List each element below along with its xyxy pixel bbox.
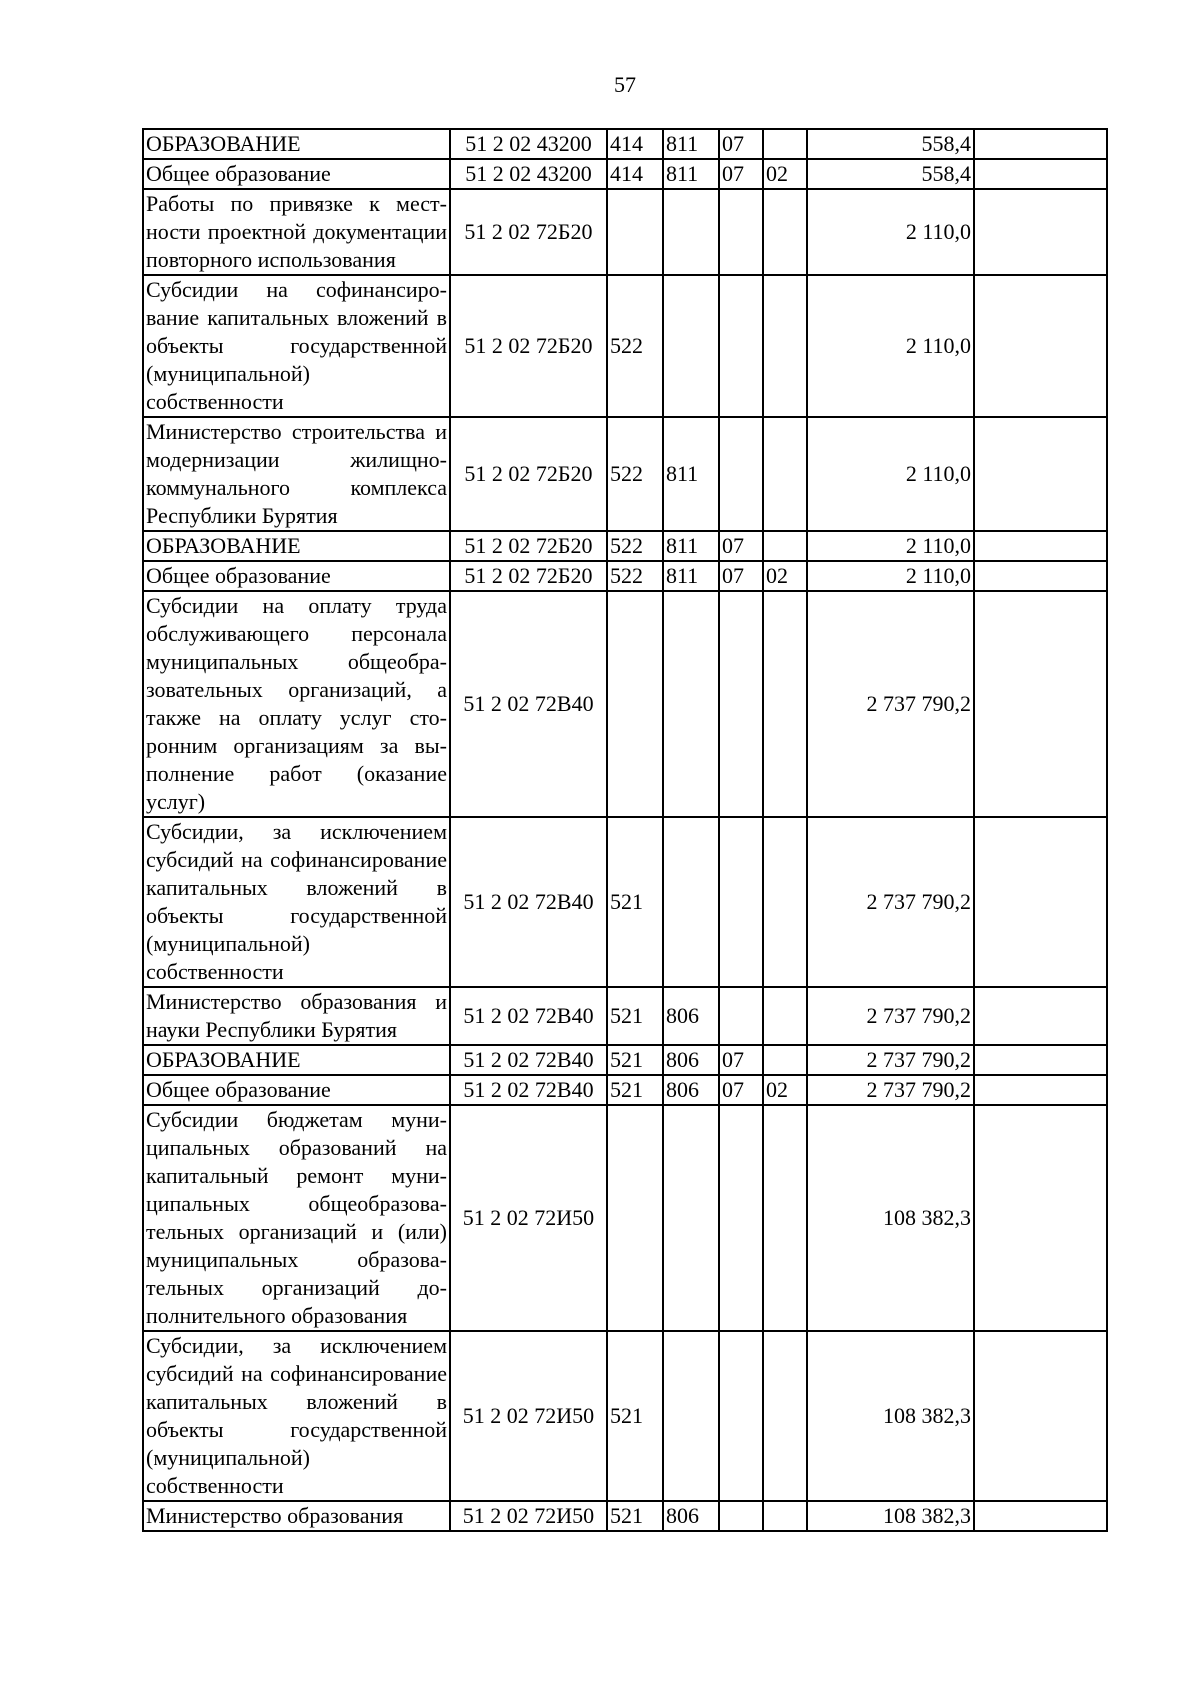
subsection-cell <box>763 1045 807 1075</box>
empty-cell <box>974 817 1107 987</box>
subsection-cell <box>763 129 807 159</box>
subsection-cell <box>763 417 807 531</box>
administrator-cell <box>663 591 719 817</box>
empty-cell <box>974 1331 1107 1501</box>
empty-cell <box>974 987 1107 1045</box>
row-name-cell: Общее образование <box>143 561 450 591</box>
row-name-cell: Субсидии, за исключением субсидий на софинансирование капитальных вложений в объекты государственной (муниципальной) собственности <box>143 1331 450 1501</box>
target-code-cell: 51 2 02 72Б20 <box>450 417 607 531</box>
empty-cell <box>974 591 1107 817</box>
expense-type-cell: 521 <box>607 1331 663 1501</box>
page-number: 57 <box>614 72 636 97</box>
row-name-cell: Министерство образования <box>143 1501 450 1531</box>
table-row <box>143 1105 1107 1331</box>
empty-cell <box>974 189 1107 275</box>
administrator-cell: 811 <box>663 531 719 561</box>
amount-cell: 108 382,3 <box>807 1331 974 1501</box>
target-code-cell: 51 2 02 72В40 <box>450 987 607 1045</box>
amount-cell: 558,4 <box>807 159 974 189</box>
section-cell <box>719 275 763 417</box>
expense-type-cell: 522 <box>607 417 663 531</box>
amount-cell: 558,4 <box>807 129 974 159</box>
target-code-cell: 51 2 02 72Б20 <box>450 275 607 417</box>
row-name-cell: Работы по привязке к местности проектной документации повторного использования <box>143 189 450 275</box>
table-row <box>143 817 1107 987</box>
subsection-cell <box>763 1105 807 1331</box>
administrator-cell: 806 <box>663 987 719 1045</box>
target-code-cell: 51 2 02 43200 <box>450 159 607 189</box>
expense-type-cell: 521 <box>607 817 663 987</box>
section-cell: 07 <box>719 159 763 189</box>
table-row <box>143 1501 1107 1531</box>
section-cell <box>719 591 763 817</box>
subsection-cell: 02 <box>763 1075 807 1105</box>
section-cell <box>719 987 763 1045</box>
section-cell <box>719 417 763 531</box>
administrator-cell <box>663 275 719 417</box>
amount-cell: 108 382,3 <box>807 1105 974 1331</box>
subsection-cell <box>763 275 807 417</box>
row-name-cell: Субсидии на оплату труда обслуживающего персонала муниципальных общеобразовательных организаций, а также на оплату услуг сторонним организациям за выполнение работ (оказание услуг) <box>143 591 450 817</box>
table-row <box>143 189 1107 275</box>
table-row <box>143 531 1107 561</box>
section-cell: 07 <box>719 129 763 159</box>
target-code-cell: 51 2 02 72В40 <box>450 1045 607 1075</box>
amount-cell: 2 110,0 <box>807 561 974 591</box>
subsection-cell: 02 <box>763 159 807 189</box>
table-row <box>143 129 1107 159</box>
target-code-cell: 51 2 02 72И50 <box>450 1105 607 1331</box>
section-cell <box>719 1331 763 1501</box>
empty-cell <box>974 1105 1107 1331</box>
budget-table-body <box>143 129 1107 1531</box>
amount-cell: 2 110,0 <box>807 275 974 417</box>
administrator-cell: 806 <box>663 1501 719 1531</box>
empty-cell <box>974 275 1107 417</box>
row-name-cell: Субсидии на софинансирование капитальных вложений в объекты государственной (муниципальной) собственности <box>143 275 450 417</box>
section-cell: 07 <box>719 1075 763 1105</box>
expense-type-cell: 522 <box>607 275 663 417</box>
expense-type-cell: 521 <box>607 987 663 1045</box>
amount-cell: 2 737 790,2 <box>807 1075 974 1105</box>
section-cell <box>719 1501 763 1531</box>
row-name-cell: ОБРАЗОВАНИЕ <box>143 129 450 159</box>
administrator-cell: 811 <box>663 417 719 531</box>
row-name-cell: Министерство образования и науки Республики Бурятия <box>143 987 450 1045</box>
table-row <box>143 987 1107 1045</box>
amount-cell: 2 737 790,2 <box>807 987 974 1045</box>
administrator-cell: 811 <box>663 159 719 189</box>
section-cell <box>719 817 763 987</box>
empty-cell <box>974 1045 1107 1075</box>
row-name-cell: Министерство строительства и модернизации жилищно-коммунального комплекса Республики Бурятия <box>143 417 450 531</box>
empty-cell <box>974 531 1107 561</box>
row-name-cell: ОБРАЗОВАНИЕ <box>143 531 450 561</box>
administrator-cell: 806 <box>663 1075 719 1105</box>
row-name-cell: Общее образование <box>143 159 450 189</box>
target-code-cell: 51 2 02 72Б20 <box>450 531 607 561</box>
target-code-cell: 51 2 02 72В40 <box>450 817 607 987</box>
administrator-cell <box>663 189 719 275</box>
subsection-cell <box>763 987 807 1045</box>
table-row <box>143 417 1107 531</box>
table-row <box>143 1045 1107 1075</box>
expense-type-cell <box>607 1105 663 1331</box>
target-code-cell: 51 2 02 72Б20 <box>450 561 607 591</box>
section-cell <box>719 189 763 275</box>
subsection-cell <box>763 591 807 817</box>
table-row <box>143 1075 1107 1105</box>
amount-cell: 108 382,3 <box>807 1501 974 1531</box>
target-code-cell: 51 2 02 72И50 <box>450 1501 607 1531</box>
administrator-cell: 806 <box>663 1045 719 1075</box>
expense-type-cell: 521 <box>607 1501 663 1531</box>
target-code-cell: 51 2 02 72И50 <box>450 1331 607 1501</box>
expense-type-cell: 521 <box>607 1075 663 1105</box>
section-cell: 07 <box>719 561 763 591</box>
subsection-cell <box>763 1501 807 1531</box>
subsection-cell <box>763 1331 807 1501</box>
expense-type-cell <box>607 189 663 275</box>
empty-cell <box>974 1075 1107 1105</box>
subsection-cell <box>763 817 807 987</box>
section-cell: 07 <box>719 1045 763 1075</box>
amount-cell: 2 737 790,2 <box>807 591 974 817</box>
expense-type-cell: 522 <box>607 561 663 591</box>
expense-type-cell: 522 <box>607 531 663 561</box>
row-name-cell: Субсидии, за исключением субсидий на софинансирование капитальных вложений в объекты государственной (муниципальной) собственности <box>143 817 450 987</box>
empty-cell <box>974 561 1107 591</box>
target-code-cell: 51 2 02 72Б20 <box>450 189 607 275</box>
amount-cell: 2 110,0 <box>807 417 974 531</box>
table-row <box>143 561 1107 591</box>
empty-cell <box>974 1501 1107 1531</box>
administrator-cell <box>663 817 719 987</box>
empty-cell <box>974 159 1107 189</box>
amount-cell: 2 110,0 <box>807 189 974 275</box>
expense-type-cell: 414 <box>607 129 663 159</box>
section-cell: 07 <box>719 531 763 561</box>
table-row <box>143 159 1107 189</box>
row-name-cell: Субсидии бюджетам муниципальных образований на капитальный ремонт муниципальных общеобразовательных организаций и (или) муниципальных образовательных организаций дополнительного образования <box>143 1105 450 1331</box>
expense-type-cell: 414 <box>607 159 663 189</box>
expense-type-cell <box>607 591 663 817</box>
subsection-cell <box>763 531 807 561</box>
administrator-cell <box>663 1331 719 1501</box>
section-cell <box>719 1105 763 1331</box>
target-code-cell: 51 2 02 72В40 <box>450 1075 607 1105</box>
expense-type-cell: 521 <box>607 1045 663 1075</box>
budget-table <box>142 128 1108 1532</box>
subsection-cell: 02 <box>763 561 807 591</box>
row-name-cell: Общее образование <box>143 1075 450 1105</box>
administrator-cell <box>663 1105 719 1331</box>
table-row <box>143 591 1107 817</box>
administrator-cell: 811 <box>663 561 719 591</box>
subsection-cell <box>763 189 807 275</box>
amount-cell: 2 737 790,2 <box>807 1045 974 1075</box>
empty-cell <box>974 129 1107 159</box>
administrator-cell: 811 <box>663 129 719 159</box>
target-code-cell: 51 2 02 43200 <box>450 129 607 159</box>
target-code-cell: 51 2 02 72В40 <box>450 591 607 817</box>
empty-cell <box>974 417 1107 531</box>
amount-cell: 2 737 790,2 <box>807 817 974 987</box>
amount-cell: 2 110,0 <box>807 531 974 561</box>
row-name-cell: ОБРАЗОВАНИЕ <box>143 1045 450 1075</box>
table-row <box>143 275 1107 417</box>
table-row <box>143 1331 1107 1501</box>
